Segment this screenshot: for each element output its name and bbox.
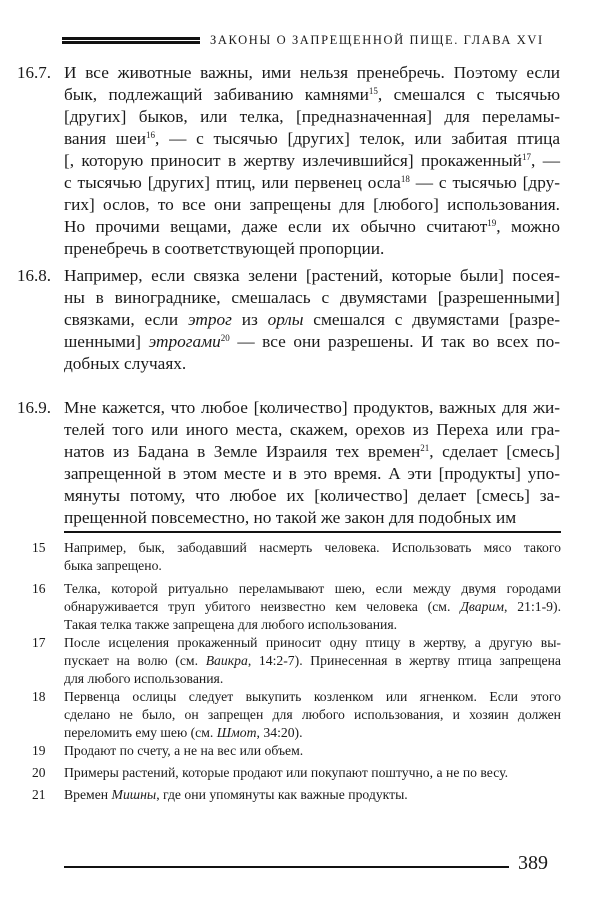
text-line (64, 194, 560, 216)
footnote-text (64, 764, 561, 782)
text-run: Например, бык, забодавший насмерть человека. Использовать мясо такого (64, 540, 561, 555)
text-run: бык, подлежащий забиванию камнями (64, 85, 369, 104)
text-line (64, 128, 560, 150)
footnote-text (64, 634, 561, 688)
text-run: Телка, которой ритуально переламывают шею, если между двумя городами (64, 581, 561, 596)
text-run: Мне кажется, что любое [количество] продуктов, важных для жи- (64, 398, 560, 417)
footnote-text (64, 742, 561, 760)
text-line (64, 172, 560, 194)
text-line (64, 353, 560, 375)
footnote-ref: 16 (146, 130, 156, 140)
text-run: добных случаях. (64, 354, 187, 373)
text-line (64, 485, 560, 507)
text-run: запрещенной в этом месте и в это время. А эти [продукты] упо- (64, 464, 560, 483)
text-line (64, 616, 561, 634)
text-line (64, 724, 561, 742)
text-run: [, которую приносит в жертву излечившийся] прокаженный (64, 151, 523, 170)
italic-term: орлы (267, 310, 304, 329)
footnote-ref: 19 (487, 218, 497, 228)
text-run: Первенца ослицы следует выкупить козленком или ягненком. Если этого (64, 689, 561, 704)
text-run: , сделает [смесь] (429, 442, 560, 461)
text-run: , 34:20). (256, 725, 303, 740)
paragraph-number: 16.8. (17, 266, 51, 285)
text-line (64, 463, 560, 485)
italic-term: Дварим (460, 599, 505, 614)
text-run: вания шеи (64, 129, 147, 148)
text-run: Продают по счету, а не на вес или объем. (64, 743, 304, 758)
running-header (62, 31, 560, 49)
text-line (64, 706, 561, 724)
page-number: 389 (518, 852, 548, 874)
text-line (64, 419, 560, 441)
text-run: сделано не было, он запрещен для любого использования, и хозяин должен (64, 707, 561, 722)
text-line (64, 287, 560, 309)
footnote-ref: 21 (420, 443, 430, 453)
text-line (64, 265, 560, 287)
paragraph-text (64, 265, 560, 375)
footnote-ref: 17 (522, 152, 532, 162)
paragraph-number: 16.7. (17, 63, 51, 82)
paragraph-number: 16.9. (17, 398, 51, 417)
footnote-text (64, 580, 561, 634)
text-run: Но прочими вещами, даже если их обычно считают (64, 217, 488, 236)
text-line (64, 84, 560, 106)
text-run: [других] быков, или телка, [предназначенная] для переламы- (64, 107, 560, 126)
text-line (64, 331, 560, 353)
text-run: для любого использования. (64, 671, 224, 686)
text-run: , где они упомянуты как важные продукты. (156, 787, 408, 802)
footnote-number: 20 (32, 765, 46, 780)
footer-rule (64, 866, 509, 868)
text-line (64, 786, 561, 804)
italic-term: Мишны (111, 787, 157, 802)
header-title: ЗАКОНЫ О ЗАПРЕЩЕННОЙ ПИЩЕ. ГЛАВА XVI (210, 32, 544, 47)
text-line (64, 106, 560, 128)
text-line (64, 688, 561, 706)
text-run: Примеры растений, которые продают или покупают поштучно, а не по весу. (64, 765, 508, 780)
text-line (64, 652, 561, 670)
italic-term: Ваикра (205, 653, 248, 668)
text-line (64, 764, 561, 782)
text-run: мянуты потому, что любое их [количество] делает [смесь] за- (64, 486, 560, 505)
text-line (64, 670, 561, 688)
footnote-number: 21 (32, 787, 46, 802)
text-run: из (231, 310, 268, 329)
text-run: ны в винограднике, смешалась с двумястами [разрешенными] (64, 288, 560, 307)
text-run: переломить ему шею (см. (64, 725, 217, 740)
text-run: , 21:1-9). (504, 599, 562, 614)
text-run: пренебречь в соответствующей пропорции. (64, 239, 385, 258)
text-line (64, 507, 560, 529)
footnote-number: 15 (32, 540, 46, 555)
footnote-ref: 20 (220, 333, 230, 343)
text-run: прещенной повсеместно, но такой же закон для подобных им (64, 508, 517, 527)
text-run: пускает на волю (см. (64, 653, 206, 668)
footnote-number: 17 (32, 635, 46, 650)
text-run: с тысячью [других] птиц, или первенец осла (64, 173, 401, 192)
footnote-text (64, 688, 561, 742)
text-run: смешался с двумястами [разре- (303, 310, 560, 329)
italic-term: этрогами (148, 332, 221, 351)
italic-term: этрог (187, 310, 232, 329)
text-line (64, 580, 561, 598)
paragraph-text (64, 62, 560, 260)
text-run: , можно (496, 217, 560, 236)
footnote-number: 19 (32, 743, 46, 758)
text-line (64, 150, 560, 172)
text-run: , — (531, 151, 560, 170)
text-line (64, 539, 561, 557)
text-run: , смешался с тысячью (377, 85, 560, 104)
text-line (64, 441, 560, 463)
text-run: И все животные важны, ими нельзя пренебречь. Поэтому если (64, 63, 560, 82)
italic-term: Шмот (216, 725, 257, 740)
text-line (64, 634, 561, 652)
footnote-number: 16 (32, 581, 46, 596)
text-run: — все они разрешены. И так во всех по- (229, 332, 560, 351)
footnote-ref: 15 (368, 86, 378, 96)
paragraph-text (64, 397, 560, 529)
text-run: связками, если (64, 310, 188, 329)
text-run: — с тысячью [дру- (409, 173, 560, 192)
footnote-text (64, 539, 561, 575)
text-run: Времен (64, 787, 112, 802)
text-line (64, 557, 561, 575)
footnote-number: 18 (32, 689, 46, 704)
text-run: , 14:2-7). Принесенная в жертву птица запрещена (247, 653, 561, 668)
text-run: телей того или иного места, скажем, орехов из Переха или гра- (64, 420, 560, 439)
text-line (64, 62, 560, 84)
text-run: Например, если связка зелени [растений, которые были] посея- (64, 266, 560, 285)
text-run: После исцеления прокаженный приносит одну птицу в жертву, а другую вы- (64, 635, 561, 650)
text-line (64, 216, 560, 238)
text-line (64, 397, 560, 419)
text-line (64, 742, 561, 760)
text-line (64, 309, 560, 331)
footnote-ref: 18 (400, 174, 410, 184)
footnote-text (64, 786, 561, 804)
header-rule (62, 37, 200, 44)
text-run: быка запрещено. (64, 558, 162, 573)
text-run: шенными] (64, 332, 149, 351)
text-run: Такая телка также запрещена для любого использования. (64, 617, 398, 632)
text-run: обнаруживается труп убитого неизвестно кем человека (см. (64, 599, 461, 614)
text-line (64, 598, 561, 616)
text-run: гих] ослов, то все они запрещены для [любого] использования. (64, 195, 560, 214)
text-run: натов из Бадана в Земле Израиля тех времен (64, 442, 421, 461)
text-line (64, 238, 560, 260)
text-run: , — с тысячью [других] телок, или забитая птица (155, 129, 561, 148)
footnote-separator (64, 531, 561, 533)
